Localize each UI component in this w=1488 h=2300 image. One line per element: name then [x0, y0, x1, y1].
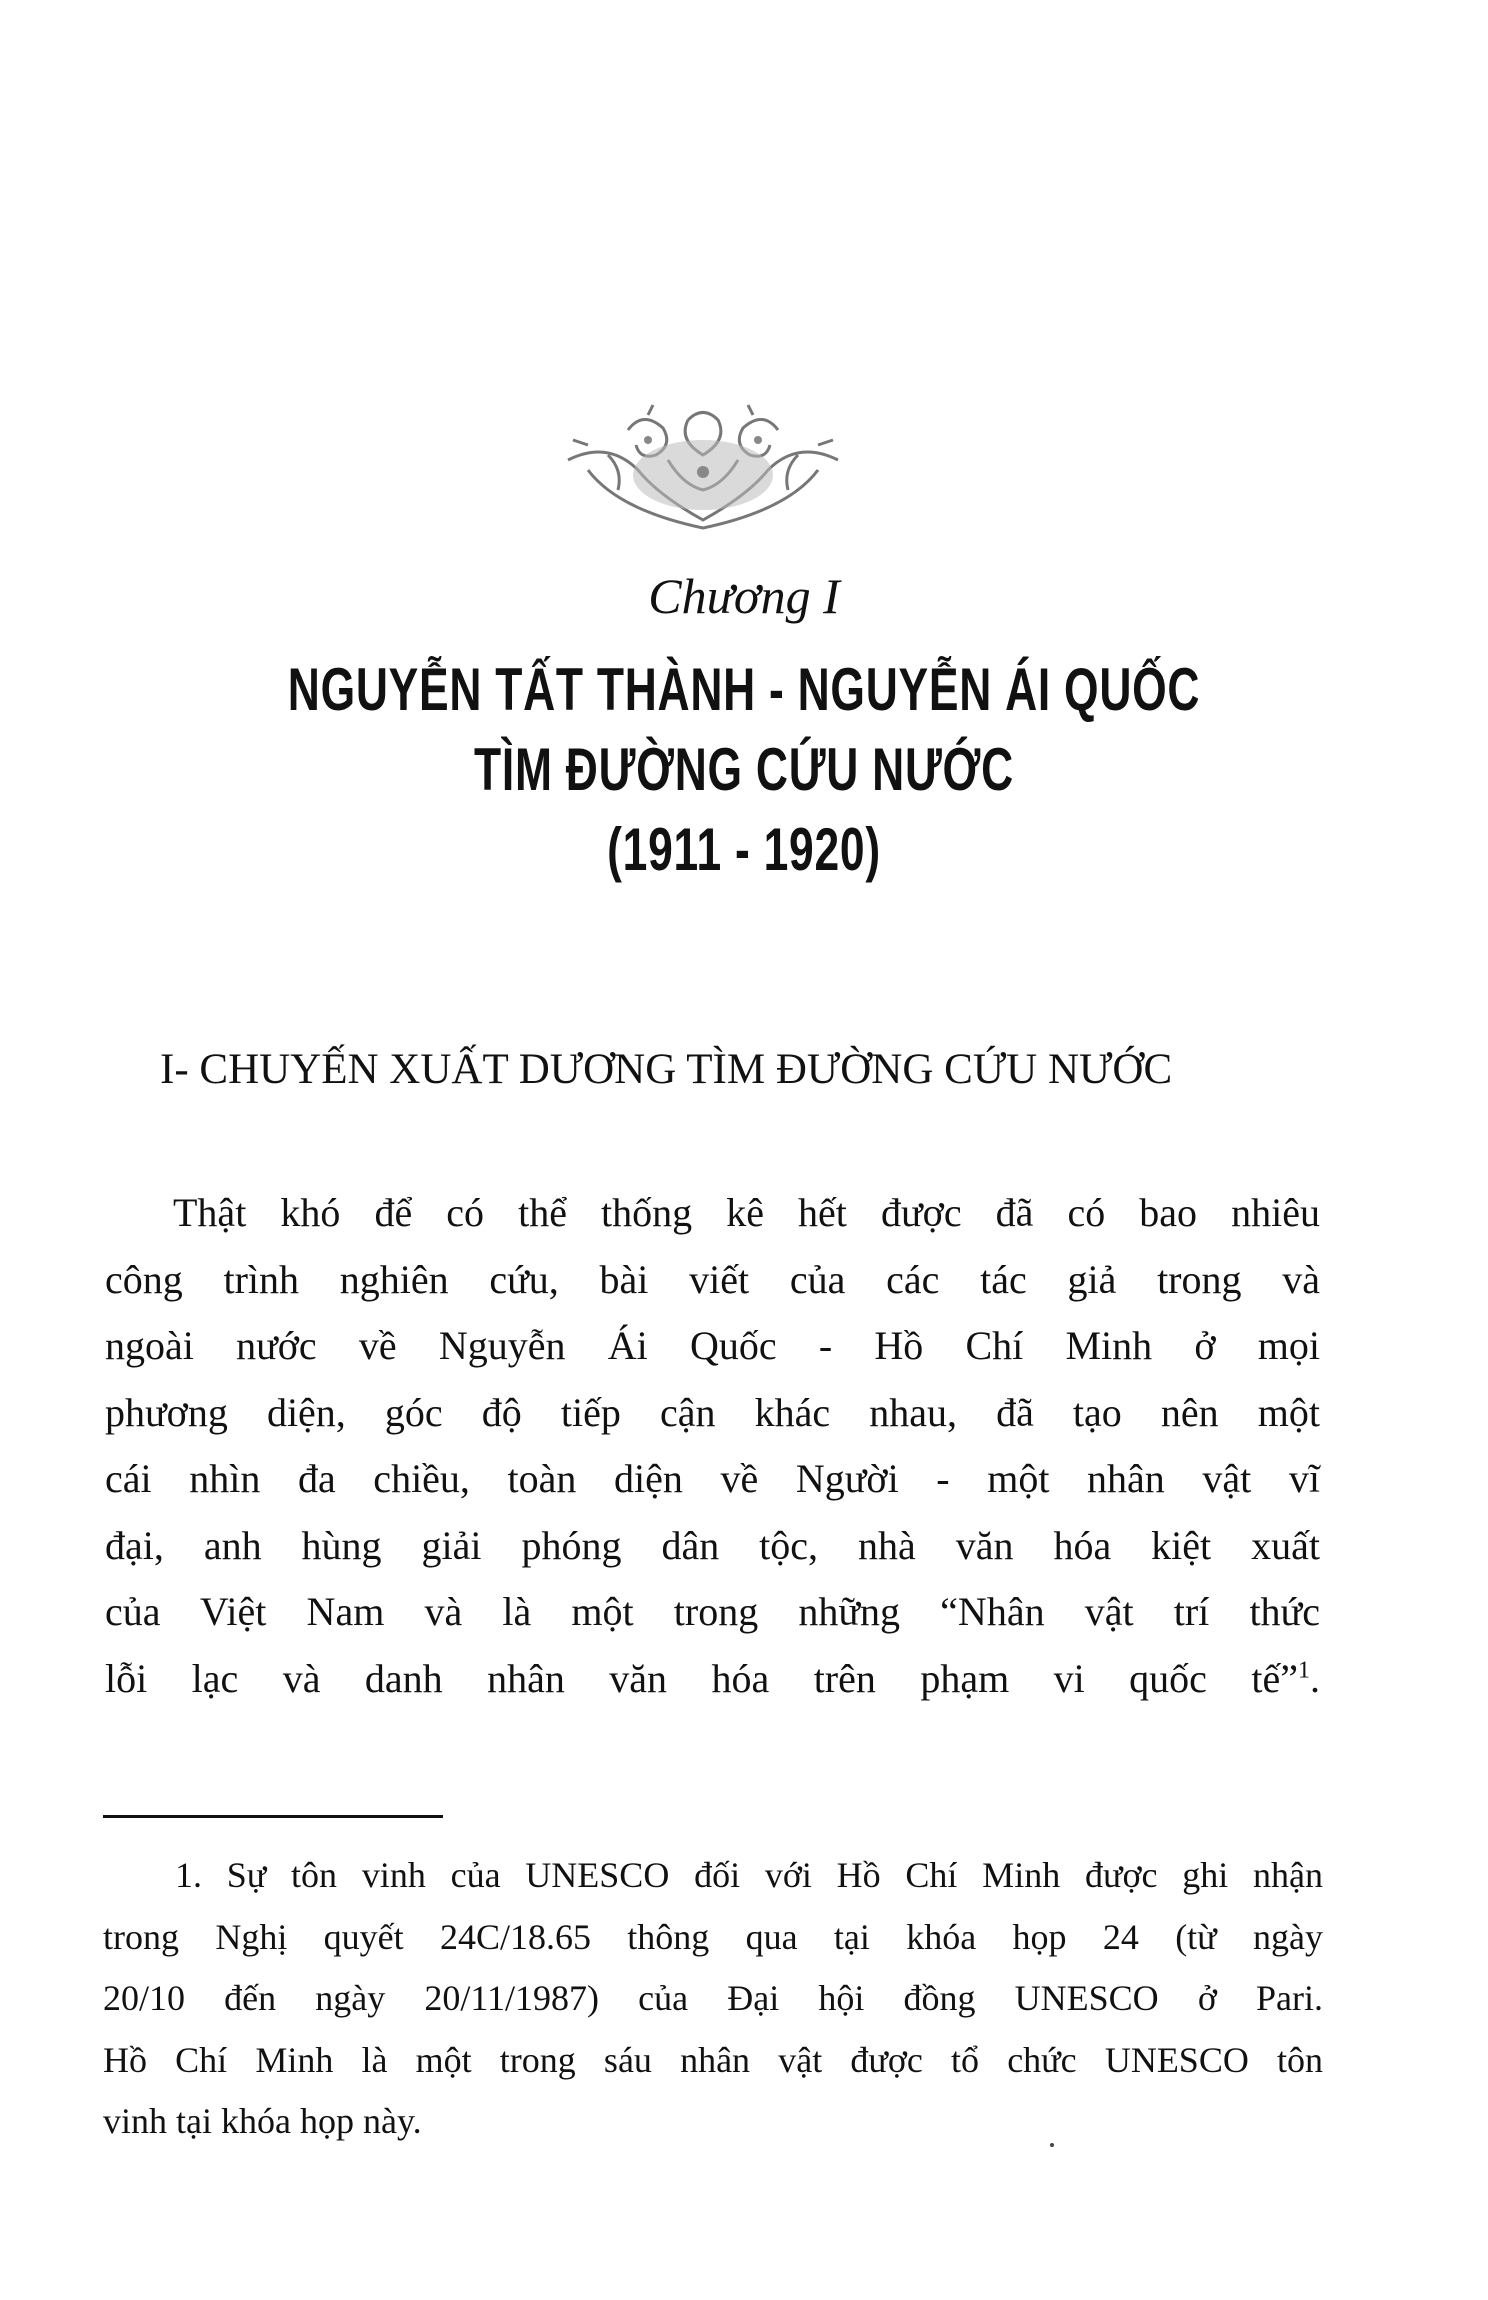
footnote-divider	[103, 1815, 443, 1818]
chapter-title-line-1: NGUYỄN TẤT THÀNH - NGUYỄN ÁI QUỐC	[287, 656, 1201, 723]
body-line: đại, anh hùng giải phóng dân tộc, nhà văn hóa kiệt xuất	[105, 1522, 1320, 1568]
body-last-text: lỗi lạc và danh nhân văn hóa trên phạm vi quốc tế”	[105, 1655, 1298, 1701]
body-line: công trình nghiên cứu, bài viết của các tác giả trong và	[105, 1256, 1320, 1302]
chapter-title-line-2: TÌM ĐƯỜNG CỨU NƯỚC	[474, 736, 1014, 803]
section-heading: I- CHUYẾN XUẤT DƯƠNG TÌM ĐƯỜNG CỨU NƯỚC	[160, 1046, 1173, 1093]
footnote-line: vinh tại khóa họp này.	[103, 2101, 422, 2141]
footnote-reference[interactable]: 1	[1298, 1657, 1310, 1684]
body-paragraph	[105, 1180, 1320, 1712]
body-line: phương diện, góc độ tiếp cận khác nhau, đã tạo nên một	[105, 1389, 1320, 1435]
footnote-line: 1. Sự tôn vinh của UNESCO đối với Hồ Chí Minh được ghi nhận	[175, 1855, 1323, 1895]
footnote-line: trong Nghị quyết 24C/18.65 thông qua tại khóa họp 24 (từ ngày	[103, 1916, 1323, 1957]
chapter-title-years: (1911 - 1920)	[607, 816, 881, 883]
body-line-last	[105, 1646, 1320, 1713]
floral-ornament-icon	[548, 400, 858, 535]
footnote-line: 20/10 đến ngày 20/11/1987) của Đại hội đồng UNESCO ở Pari.	[103, 1978, 1323, 2018]
body-line: cái nhìn đa chiều, toàn diện về Người - một nhân vật vĩ	[105, 1456, 1320, 1501]
end-punctuation: .	[1310, 1655, 1320, 1701]
chapter-label: Chương I	[648, 568, 840, 624]
footnote	[103, 1845, 1323, 2153]
body-line: của Việt Nam và là một trong những “Nhân vật trí thức	[105, 1589, 1320, 1634]
footnote-line: Hồ Chí Minh là một trong sáu nhân vật được tổ chức UNESCO tôn	[103, 2039, 1323, 2080]
print-speck	[1050, 2143, 1054, 2147]
body-line: Thật khó để có thể thống kê hết được đã có bao nhiêu	[173, 1190, 1320, 1235]
body-line: ngoài nước về Nguyễn Ái Quốc - Hồ Chí Minh ở mọi	[105, 1323, 1320, 1368]
